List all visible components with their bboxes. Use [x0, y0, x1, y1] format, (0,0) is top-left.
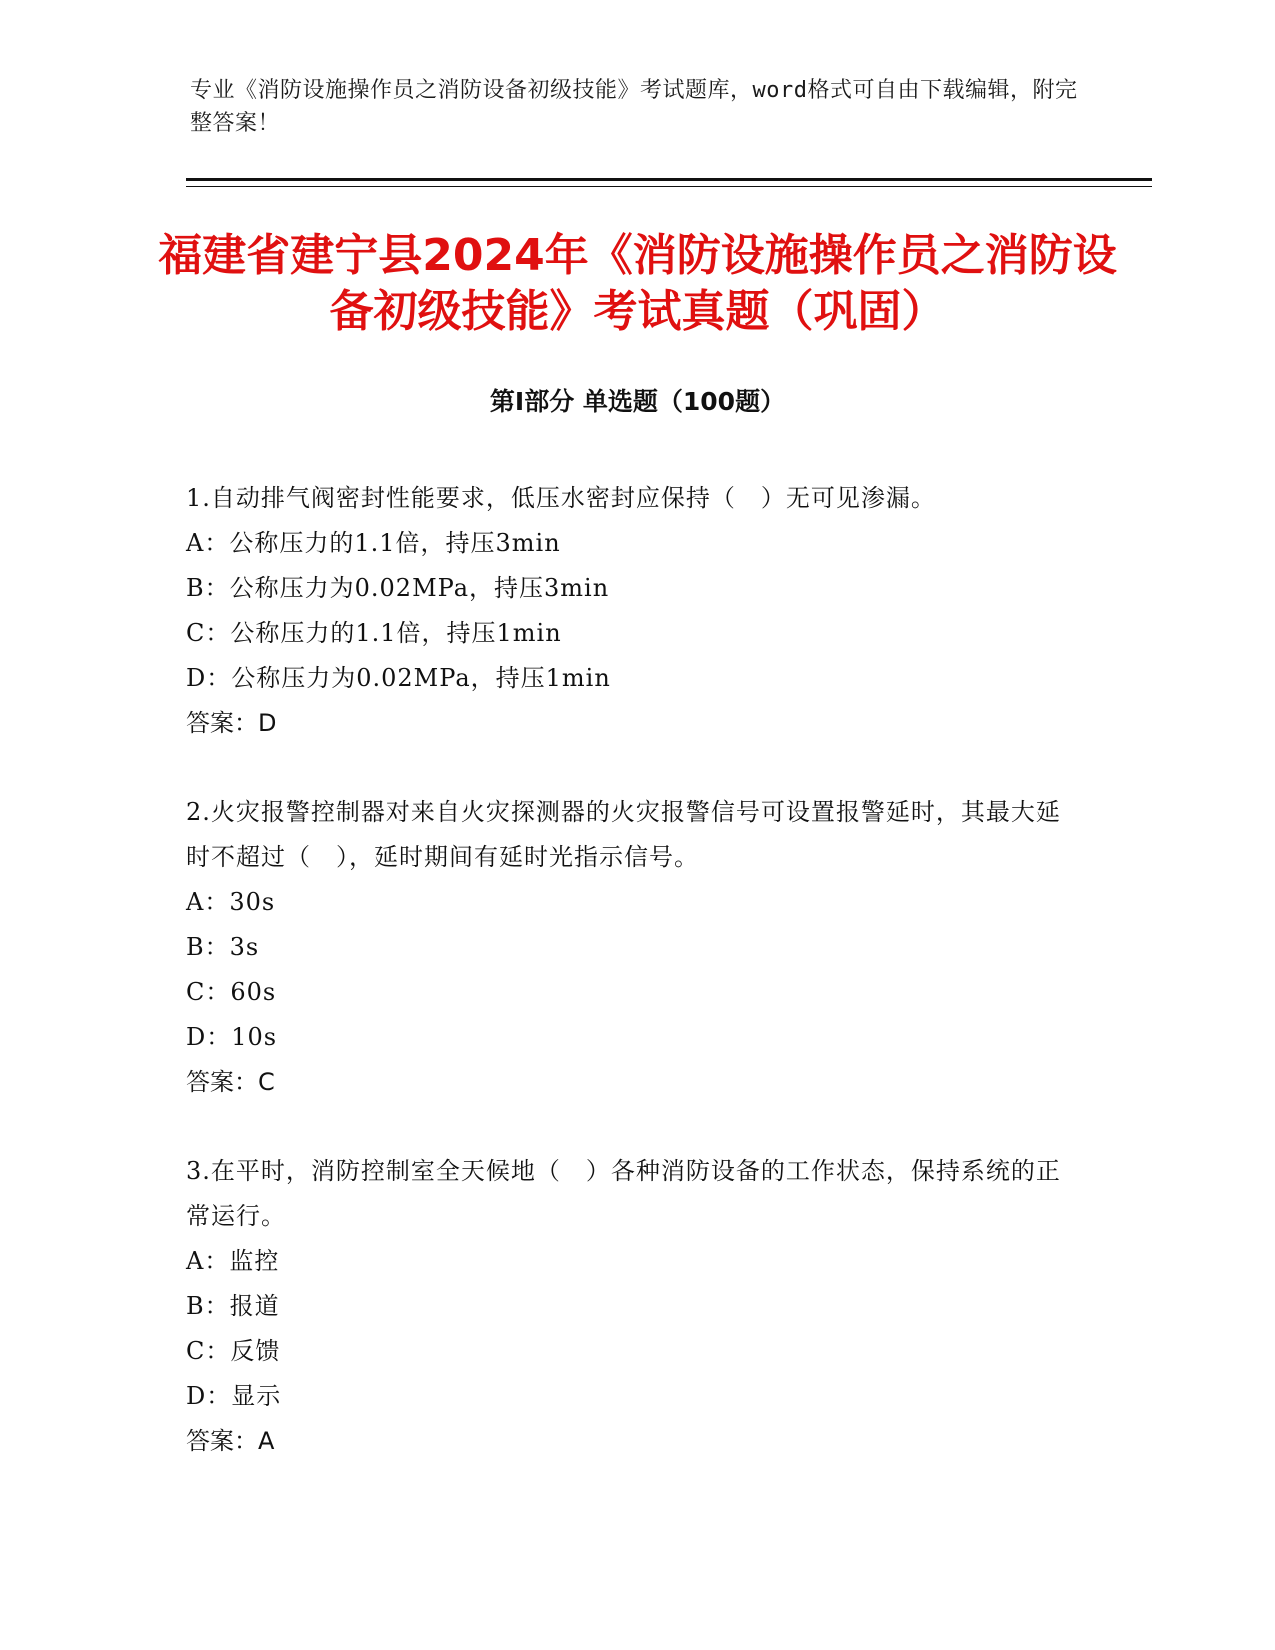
question-list [186, 476, 1066, 1508]
option-a: A：30s [186, 888, 276, 916]
question-1 [186, 476, 1066, 746]
option-b: B：公称压力为0.02MPa，持压3min [186, 574, 610, 602]
header-note: 专业《消防设施操作员之消防设备初级技能》考试题库，word格式可自由下载编辑，附完整答案！ [190, 78, 1078, 136]
header-divider-thick [186, 178, 1152, 181]
question-stem: 1.自动排气阀密封性能要求，低压水密封应保持（ ）无可见渗漏。 [186, 484, 936, 512]
question-stem: 2.火灾报警控制器对来自火灾探测器的火灾报警信号可设置报警延时，其最大延时不超过（ ），延时期间有延时光指示信号。 [186, 798, 1061, 871]
question-3 [186, 1149, 1066, 1464]
section-title: 第Ⅰ部分 单选题（100题） [489, 387, 786, 416]
header-divider-thin [186, 186, 1152, 187]
option-d: D：10s [186, 1023, 278, 1051]
answer: 答案：C [186, 1068, 275, 1096]
document-title: 福建省建宁县2024年《消防设施操作员之消防设备初级技能》考试真题（巩固） [158, 230, 1117, 337]
question-stem: 3.在平时，消防控制室全天候地（ ）各种消防设备的工作状态，保持系统的正常运行。 [186, 1157, 1061, 1230]
option-b: B：3s [186, 933, 260, 961]
option-d: D：显示 [186, 1382, 282, 1410]
answer: 答案：A [186, 1427, 275, 1455]
option-a: A：公称压力的1.1倍，持压3min [186, 529, 561, 557]
question-2 [186, 790, 1066, 1105]
option-c: C：公称压力的1.1倍，持压1min [186, 619, 562, 647]
option-c: C：反馈 [186, 1337, 281, 1365]
answer: 答案：D [186, 709, 277, 737]
option-b: B：报道 [186, 1292, 280, 1320]
option-a: A：监控 [186, 1247, 280, 1275]
option-c: C：60s [186, 978, 277, 1006]
option-d: D：公称压力为0.02MPa，持压1min [186, 664, 611, 692]
